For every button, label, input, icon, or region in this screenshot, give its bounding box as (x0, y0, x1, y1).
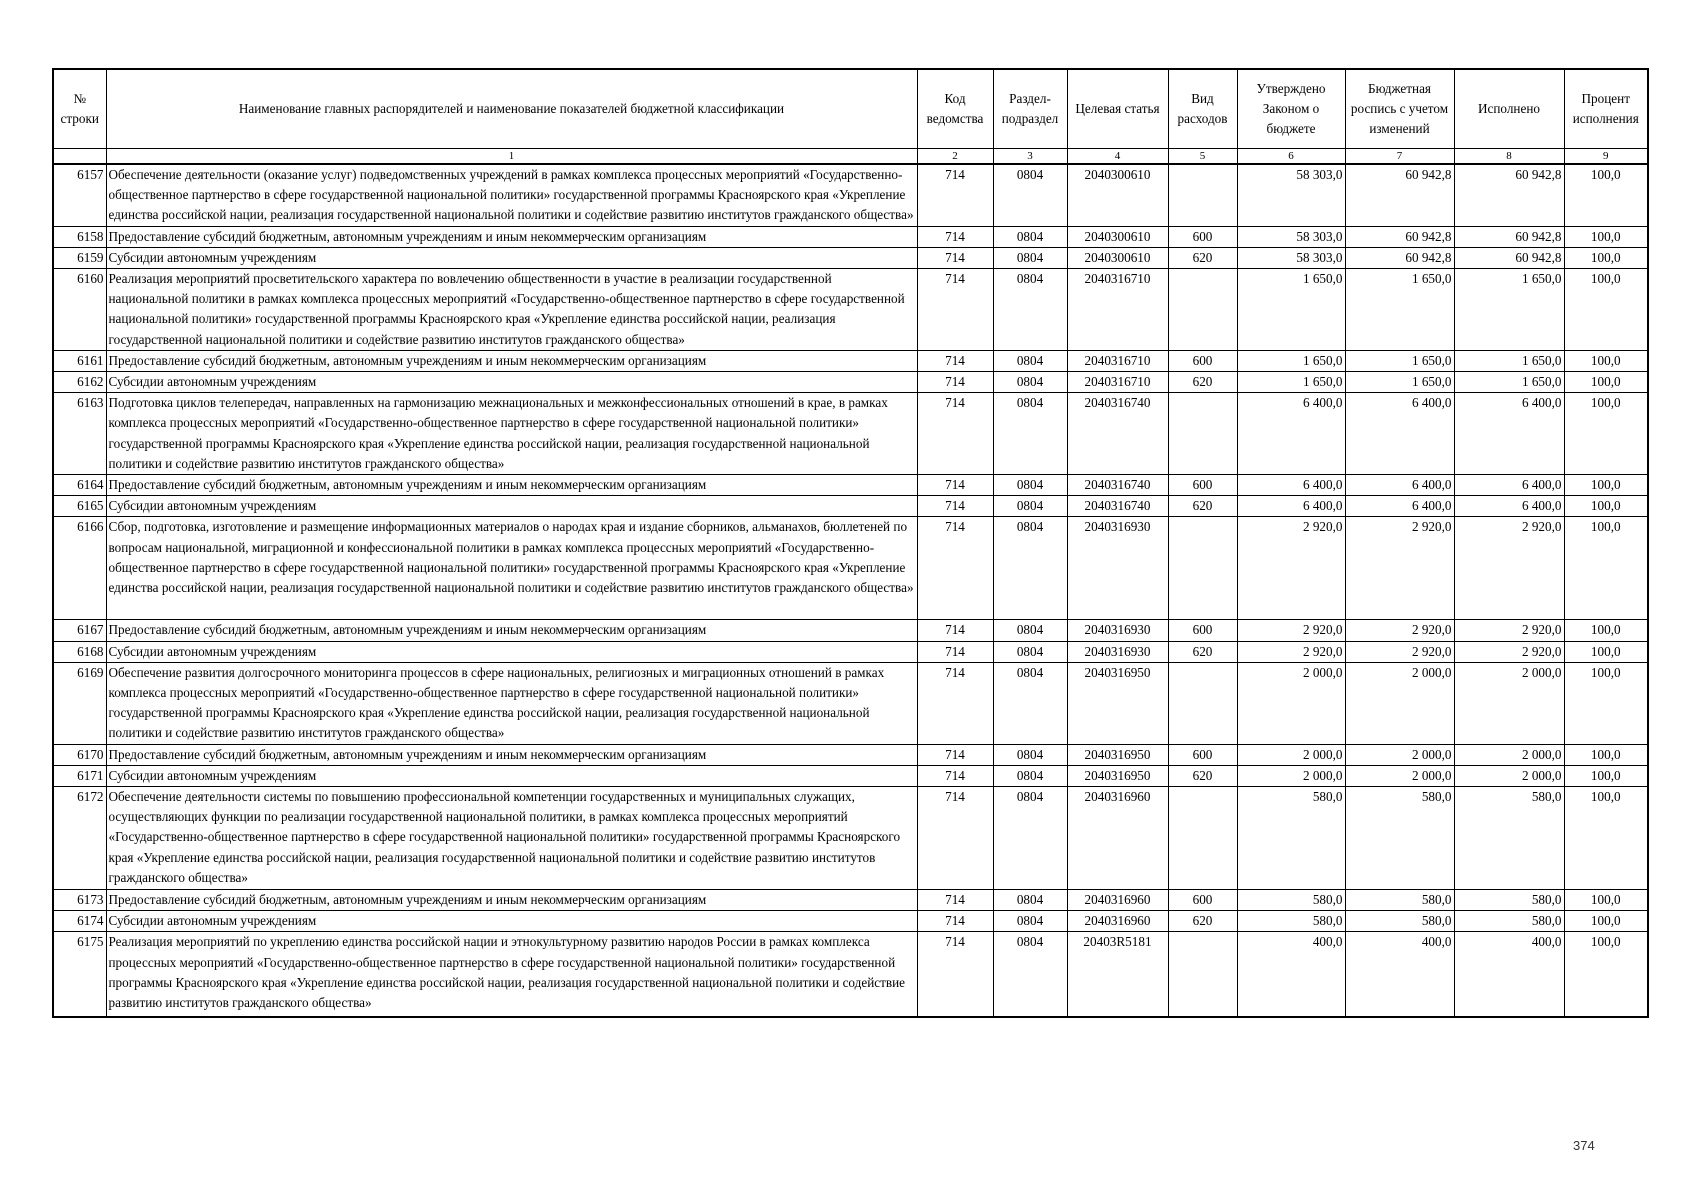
executed-amount-cell: 60 942,8 (1454, 247, 1564, 268)
percent-cell: 100,0 (1564, 269, 1648, 351)
table-row (53, 911, 1648, 932)
budget-schedule-cell: 2 920,0 (1345, 641, 1454, 662)
table-row (53, 247, 1648, 268)
executed-amount-cell: 580,0 (1454, 911, 1564, 932)
approved-amount-cell: 580,0 (1237, 890, 1345, 911)
budget-schedule-cell: 2 000,0 (1345, 765, 1454, 786)
approved-amount-cell: 2 920,0 (1237, 620, 1345, 641)
expense-type-cell: 620 (1168, 911, 1237, 932)
expense-type-cell (1168, 787, 1237, 890)
approved-amount-cell: 1 650,0 (1237, 269, 1345, 351)
expense-type-cell: 620 (1168, 496, 1237, 517)
page-number: 374 (1573, 1138, 1595, 1153)
section-cell: 0804 (993, 744, 1067, 765)
target-item-cell: 2040300610 (1067, 164, 1168, 226)
row-number-cell: 6175 (53, 932, 106, 1018)
approved-amount-cell: 6 400,0 (1237, 496, 1345, 517)
row-number-cell: 6160 (53, 269, 106, 351)
target-item-cell: 2040316960 (1067, 787, 1168, 890)
row-number-cell: 6174 (53, 911, 106, 932)
budget-schedule-cell: 400,0 (1345, 932, 1454, 1018)
executed-amount-cell: 1 650,0 (1454, 372, 1564, 393)
executed-amount-cell: 2 920,0 (1454, 620, 1564, 641)
table-header (53, 69, 1648, 164)
header-section: Раздел-подраздел (993, 69, 1067, 149)
header-expense-type: Вид расходов (1168, 69, 1237, 149)
executed-amount-cell: 2 000,0 (1454, 765, 1564, 786)
table-row (53, 765, 1648, 786)
department-code-cell: 714 (917, 890, 993, 911)
section-cell: 0804 (993, 641, 1067, 662)
budget-schedule-cell: 580,0 (1345, 787, 1454, 890)
approved-amount-cell: 2 920,0 (1237, 641, 1345, 662)
budget-schedule-cell: 2 920,0 (1345, 517, 1454, 620)
table-row (53, 662, 1648, 744)
name-cell: Обеспечение развития долгосрочного мониторинга процессов в сфере национальных, религиозных и миграционных отношений в рамках комплекса процессных мероприятий «Государственно-общественное партнерство в сфере государственной национальной политики» государственной программы Красноярского края «Укрепление единства российской нации, реализация государственной национальной политики и содействие развитию институтов гражданского общества» (106, 662, 917, 744)
expense-type-cell: 600 (1168, 620, 1237, 641)
name-cell: Предоставление субсидий бюджетным, автономным учреждениям и иным некоммерческим организациям (106, 475, 917, 496)
target-item-cell: 2040316710 (1067, 372, 1168, 393)
table-row (53, 620, 1648, 641)
percent-cell: 100,0 (1564, 620, 1648, 641)
department-code-cell: 714 (917, 496, 993, 517)
target-item-cell: 2040316950 (1067, 765, 1168, 786)
table-row (53, 744, 1648, 765)
name-cell: Субсидии автономным учреждениям (106, 247, 917, 268)
department-code-cell: 714 (917, 269, 993, 351)
department-code-cell: 714 (917, 641, 993, 662)
name-cell: Предоставление субсидий бюджетным, автономным учреждениям и иным некоммерческим организациям (106, 226, 917, 247)
expense-type-cell: 600 (1168, 744, 1237, 765)
target-item-cell: 2040316710 (1067, 350, 1168, 371)
header-percent: Процент исполнения (1564, 69, 1648, 149)
expense-type-cell (1168, 932, 1237, 1018)
target-item-cell: 2040300610 (1067, 247, 1168, 268)
section-cell: 0804 (993, 372, 1067, 393)
row-number-cell: 6169 (53, 662, 106, 744)
target-item-cell: 2040316740 (1067, 393, 1168, 475)
approved-amount-cell: 400,0 (1237, 932, 1345, 1018)
percent-cell: 100,0 (1564, 350, 1648, 371)
executed-amount-cell: 2 000,0 (1454, 662, 1564, 744)
expense-type-cell (1168, 164, 1237, 226)
approved-amount-cell: 2 000,0 (1237, 662, 1345, 744)
table-body (53, 164, 1648, 1017)
name-cell: Субсидии автономным учреждениям (106, 372, 917, 393)
column-number: 4 (1067, 149, 1168, 165)
department-code-cell: 714 (917, 475, 993, 496)
budget-schedule-cell: 1 650,0 (1345, 269, 1454, 351)
column-number: 2 (917, 149, 993, 165)
executed-amount-cell: 6 400,0 (1454, 475, 1564, 496)
percent-cell: 100,0 (1564, 475, 1648, 496)
department-code-cell: 714 (917, 620, 993, 641)
name-cell: Обеспечение деятельности системы по повышению профессиональной компетенции государственных и муниципальных служащих, осуществляющих функции по реализации государственной национальной политики, в рамках комплекса процессных мероприятий «Государственно-общественное партнерство в сфере государственной национальной политики» государственной программы Красноярского края «Укрепление единства российской нации, реализация государственной национальной политики и содействие развитию институтов гражданского общества» (106, 787, 917, 890)
target-item-cell: 2040316930 (1067, 517, 1168, 620)
row-number-cell: 6162 (53, 372, 106, 393)
percent-cell: 100,0 (1564, 247, 1648, 268)
expense-type-cell: 620 (1168, 247, 1237, 268)
department-code-cell: 714 (917, 787, 993, 890)
name-cell: Предоставление субсидий бюджетным, автономным учреждениям и иным некоммерческим организациям (106, 744, 917, 765)
executed-amount-cell: 400,0 (1454, 932, 1564, 1018)
executed-amount-cell: 60 942,8 (1454, 164, 1564, 226)
row-number-cell: 6164 (53, 475, 106, 496)
approved-amount-cell: 2 000,0 (1237, 744, 1345, 765)
row-number-cell: 6158 (53, 226, 106, 247)
budget-schedule-cell: 1 650,0 (1345, 350, 1454, 371)
header-executed: Исполнено (1454, 69, 1564, 149)
budget-schedule-cell: 60 942,8 (1345, 226, 1454, 247)
expense-type-cell: 620 (1168, 765, 1237, 786)
approved-amount-cell: 1 650,0 (1237, 350, 1345, 371)
budget-schedule-cell: 60 942,8 (1345, 164, 1454, 226)
department-code-cell: 714 (917, 744, 993, 765)
name-cell: Подготовка циклов телепередач, направленных на гармонизацию межнациональных и межконфессиональных отношений в крае, в рамках комплекса процессных мероприятий «Государственно-общественное партнерство в сфере государственной национальной политики» государственной программы Красноярского края «Укрепление единства российской нации, реализация государственной национальной политики и содействие развитию институтов гражданского общества» (106, 393, 917, 475)
name-cell: Предоставление субсидий бюджетным, автономным учреждениям и иным некоммерческим организациям (106, 350, 917, 371)
percent-cell: 100,0 (1564, 372, 1648, 393)
table-row (53, 269, 1648, 351)
target-item-cell: 2040316950 (1067, 744, 1168, 765)
department-code-cell: 714 (917, 932, 993, 1018)
name-cell: Предоставление субсидий бюджетным, автономным учреждениям и иным некоммерческим организациям (106, 890, 917, 911)
percent-cell: 100,0 (1564, 765, 1648, 786)
percent-cell: 100,0 (1564, 787, 1648, 890)
row-number-cell: 6165 (53, 496, 106, 517)
section-cell: 0804 (993, 765, 1067, 786)
budget-schedule-cell: 2 920,0 (1345, 620, 1454, 641)
target-item-cell: 2040316960 (1067, 911, 1168, 932)
header-department-code: Код ведомства (917, 69, 993, 149)
name-cell: Предоставление субсидий бюджетным, автономным учреждениям и иным некоммерческим организациям (106, 620, 917, 641)
department-code-cell: 714 (917, 517, 993, 620)
executed-amount-cell: 2 000,0 (1454, 744, 1564, 765)
expense-type-cell (1168, 393, 1237, 475)
row-number-cell: 6161 (53, 350, 106, 371)
name-cell: Субсидии автономным учреждениям (106, 911, 917, 932)
row-number-cell: 6163 (53, 393, 106, 475)
expense-type-cell: 620 (1168, 372, 1237, 393)
percent-cell: 100,0 (1564, 911, 1648, 932)
executed-amount-cell: 580,0 (1454, 890, 1564, 911)
header-budget-schedule: Бюджетная роспись с учетом изменений (1345, 69, 1454, 149)
row-number-cell: 6173 (53, 890, 106, 911)
percent-cell: 100,0 (1564, 641, 1648, 662)
table-row (53, 496, 1648, 517)
section-cell: 0804 (993, 787, 1067, 890)
section-cell: 0804 (993, 393, 1067, 475)
name-cell: Субсидии автономным учреждениям (106, 496, 917, 517)
name-cell: Сбор, подготовка, изготовление и размещение информационных материалов о народах края и издание сборников, альманахов, бюллетеней по вопросам национальной, миграционной и конфессиональной политики в рамках комплекса процессных мероприятий «Государственно-общественное партнерство в сфере государственной национальной политики» государственной программы Красноярского края «Укрепление единства российской нации, реализация государственной национальной политики и содействие развитию институтов гражданского общества» (106, 517, 917, 620)
department-code-cell: 714 (917, 765, 993, 786)
approved-amount-cell: 58 303,0 (1237, 226, 1345, 247)
target-item-cell: 2040300610 (1067, 226, 1168, 247)
executed-amount-cell: 1 650,0 (1454, 269, 1564, 351)
row-number-cell: 6167 (53, 620, 106, 641)
approved-amount-cell: 6 400,0 (1237, 393, 1345, 475)
column-number (53, 149, 106, 165)
percent-cell: 100,0 (1564, 932, 1648, 1018)
row-number-cell: 6157 (53, 164, 106, 226)
column-number: 6 (1237, 149, 1345, 165)
expense-type-cell (1168, 662, 1237, 744)
department-code-cell: 714 (917, 372, 993, 393)
section-cell: 0804 (993, 620, 1067, 641)
row-number-cell: 6171 (53, 765, 106, 786)
expense-type-cell: 600 (1168, 226, 1237, 247)
percent-cell: 100,0 (1564, 517, 1648, 620)
target-item-cell: 2040316930 (1067, 620, 1168, 641)
budget-schedule-cell: 60 942,8 (1345, 247, 1454, 268)
target-item-cell: 2040316740 (1067, 475, 1168, 496)
approved-amount-cell: 58 303,0 (1237, 247, 1345, 268)
percent-cell: 100,0 (1564, 744, 1648, 765)
department-code-cell: 714 (917, 662, 993, 744)
table-row (53, 787, 1648, 890)
table-row (53, 372, 1648, 393)
section-cell: 0804 (993, 164, 1067, 226)
department-code-cell: 714 (917, 226, 993, 247)
executed-amount-cell: 2 920,0 (1454, 517, 1564, 620)
executed-amount-cell: 60 942,8 (1454, 226, 1564, 247)
table-row (53, 932, 1648, 1018)
budget-table (52, 68, 1649, 1018)
table-row (53, 350, 1648, 371)
section-cell: 0804 (993, 350, 1067, 371)
target-item-cell: 2040316710 (1067, 269, 1168, 351)
executed-amount-cell: 2 920,0 (1454, 641, 1564, 662)
section-cell: 0804 (993, 475, 1067, 496)
percent-cell: 100,0 (1564, 393, 1648, 475)
approved-amount-cell: 580,0 (1237, 787, 1345, 890)
approved-amount-cell: 2 000,0 (1237, 765, 1345, 786)
executed-amount-cell: 1 650,0 (1454, 350, 1564, 371)
department-code-cell: 714 (917, 350, 993, 371)
expense-type-cell: 600 (1168, 890, 1237, 911)
header-target-item: Целевая статья (1067, 69, 1168, 149)
target-item-cell: 2040316930 (1067, 641, 1168, 662)
target-item-cell: 20403R5181 (1067, 932, 1168, 1018)
table-row (53, 164, 1648, 226)
name-cell: Обеспечение деятельности (оказание услуг) подведомственных учреждений в рамках комплекса процессных мероприятий «Государственно-общественное партнерство в сфере государственной национальной политики» государственной программы Красноярского края «Укрепление единства российской нации, реализация государственной национальной политики и содействие развитию институтов гражданского общества» (106, 164, 917, 226)
table-row (53, 226, 1648, 247)
name-cell: Реализация мероприятий просветительского характера по вовлечению общественности в участие в реализации государственной национальной политики в рамках комплекса процессных мероприятий «Государственно-общественное партнерство в сфере государственной национальной политики» государственной программы Красноярского края «Укрепление единства российской нации, реализация государственной национальной политики и содействие развитию институтов гражданского общества» (106, 269, 917, 351)
column-number: 7 (1345, 149, 1454, 165)
executed-amount-cell: 580,0 (1454, 787, 1564, 890)
section-cell: 0804 (993, 226, 1067, 247)
percent-cell: 100,0 (1564, 226, 1648, 247)
table-row (53, 641, 1648, 662)
column-number: 5 (1168, 149, 1237, 165)
approved-amount-cell: 6 400,0 (1237, 475, 1345, 496)
name-cell: Реализация мероприятий по укреплению единства российской нации и этнокультурному развитию народов России в рамках комплекса процессных мероприятий «Государственно-общественное партнерство в сфере государственной национальной политики» государственной программы Красноярского края «Укрепление единства российской нации, реализация государственной национальной политики и содействие развитию институтов гражданского общества» (106, 932, 917, 1018)
row-number-cell: 6172 (53, 787, 106, 890)
department-code-cell: 714 (917, 247, 993, 268)
executed-amount-cell: 6 400,0 (1454, 393, 1564, 475)
executed-amount-cell: 6 400,0 (1454, 496, 1564, 517)
header-row-number: № строки (53, 69, 106, 149)
section-cell: 0804 (993, 517, 1067, 620)
department-code-cell: 714 (917, 911, 993, 932)
section-cell: 0804 (993, 247, 1067, 268)
row-number-cell: 6159 (53, 247, 106, 268)
approved-amount-cell: 1 650,0 (1237, 372, 1345, 393)
percent-cell: 100,0 (1564, 662, 1648, 744)
expense-type-cell (1168, 517, 1237, 620)
name-cell: Субсидии автономным учреждениям (106, 641, 917, 662)
header-name: Наименование главных распорядителей и наименование показателей бюджетной классификации (106, 69, 917, 149)
name-cell: Субсидии автономным учреждениям (106, 765, 917, 786)
section-cell: 0804 (993, 932, 1067, 1018)
table-row (53, 393, 1648, 475)
budget-schedule-cell: 2 000,0 (1345, 662, 1454, 744)
target-item-cell: 2040316960 (1067, 890, 1168, 911)
percent-cell: 100,0 (1564, 890, 1648, 911)
expense-type-cell: 600 (1168, 475, 1237, 496)
column-number: 8 (1454, 149, 1564, 165)
approved-amount-cell: 58 303,0 (1237, 164, 1345, 226)
budget-schedule-cell: 580,0 (1345, 890, 1454, 911)
department-code-cell: 714 (917, 164, 993, 226)
table-row (53, 890, 1648, 911)
budget-schedule-cell: 580,0 (1345, 911, 1454, 932)
department-code-cell: 714 (917, 393, 993, 475)
column-number: 9 (1564, 149, 1648, 165)
row-number-cell: 6170 (53, 744, 106, 765)
expense-type-cell: 600 (1168, 350, 1237, 371)
budget-schedule-cell: 6 400,0 (1345, 496, 1454, 517)
section-cell: 0804 (993, 496, 1067, 517)
table-row (53, 517, 1648, 620)
budget-schedule-cell: 1 650,0 (1345, 372, 1454, 393)
section-cell: 0804 (993, 890, 1067, 911)
column-number: 3 (993, 149, 1067, 165)
column-number: 1 (106, 149, 917, 165)
approved-amount-cell: 2 920,0 (1237, 517, 1345, 620)
approved-amount-cell: 580,0 (1237, 911, 1345, 932)
budget-schedule-cell: 6 400,0 (1345, 475, 1454, 496)
budget-schedule-cell: 6 400,0 (1345, 393, 1454, 475)
section-cell: 0804 (993, 269, 1067, 351)
percent-cell: 100,0 (1564, 164, 1648, 226)
budget-schedule-cell: 2 000,0 (1345, 744, 1454, 765)
section-cell: 0804 (993, 662, 1067, 744)
section-cell: 0804 (993, 911, 1067, 932)
target-item-cell: 2040316950 (1067, 662, 1168, 744)
percent-cell: 100,0 (1564, 496, 1648, 517)
row-number-cell: 6166 (53, 517, 106, 620)
header-approved: Утверждено Законом о бюджете (1237, 69, 1345, 149)
expense-type-cell: 620 (1168, 641, 1237, 662)
target-item-cell: 2040316740 (1067, 496, 1168, 517)
expense-type-cell (1168, 269, 1237, 351)
table-row (53, 475, 1648, 496)
row-number-cell: 6168 (53, 641, 106, 662)
